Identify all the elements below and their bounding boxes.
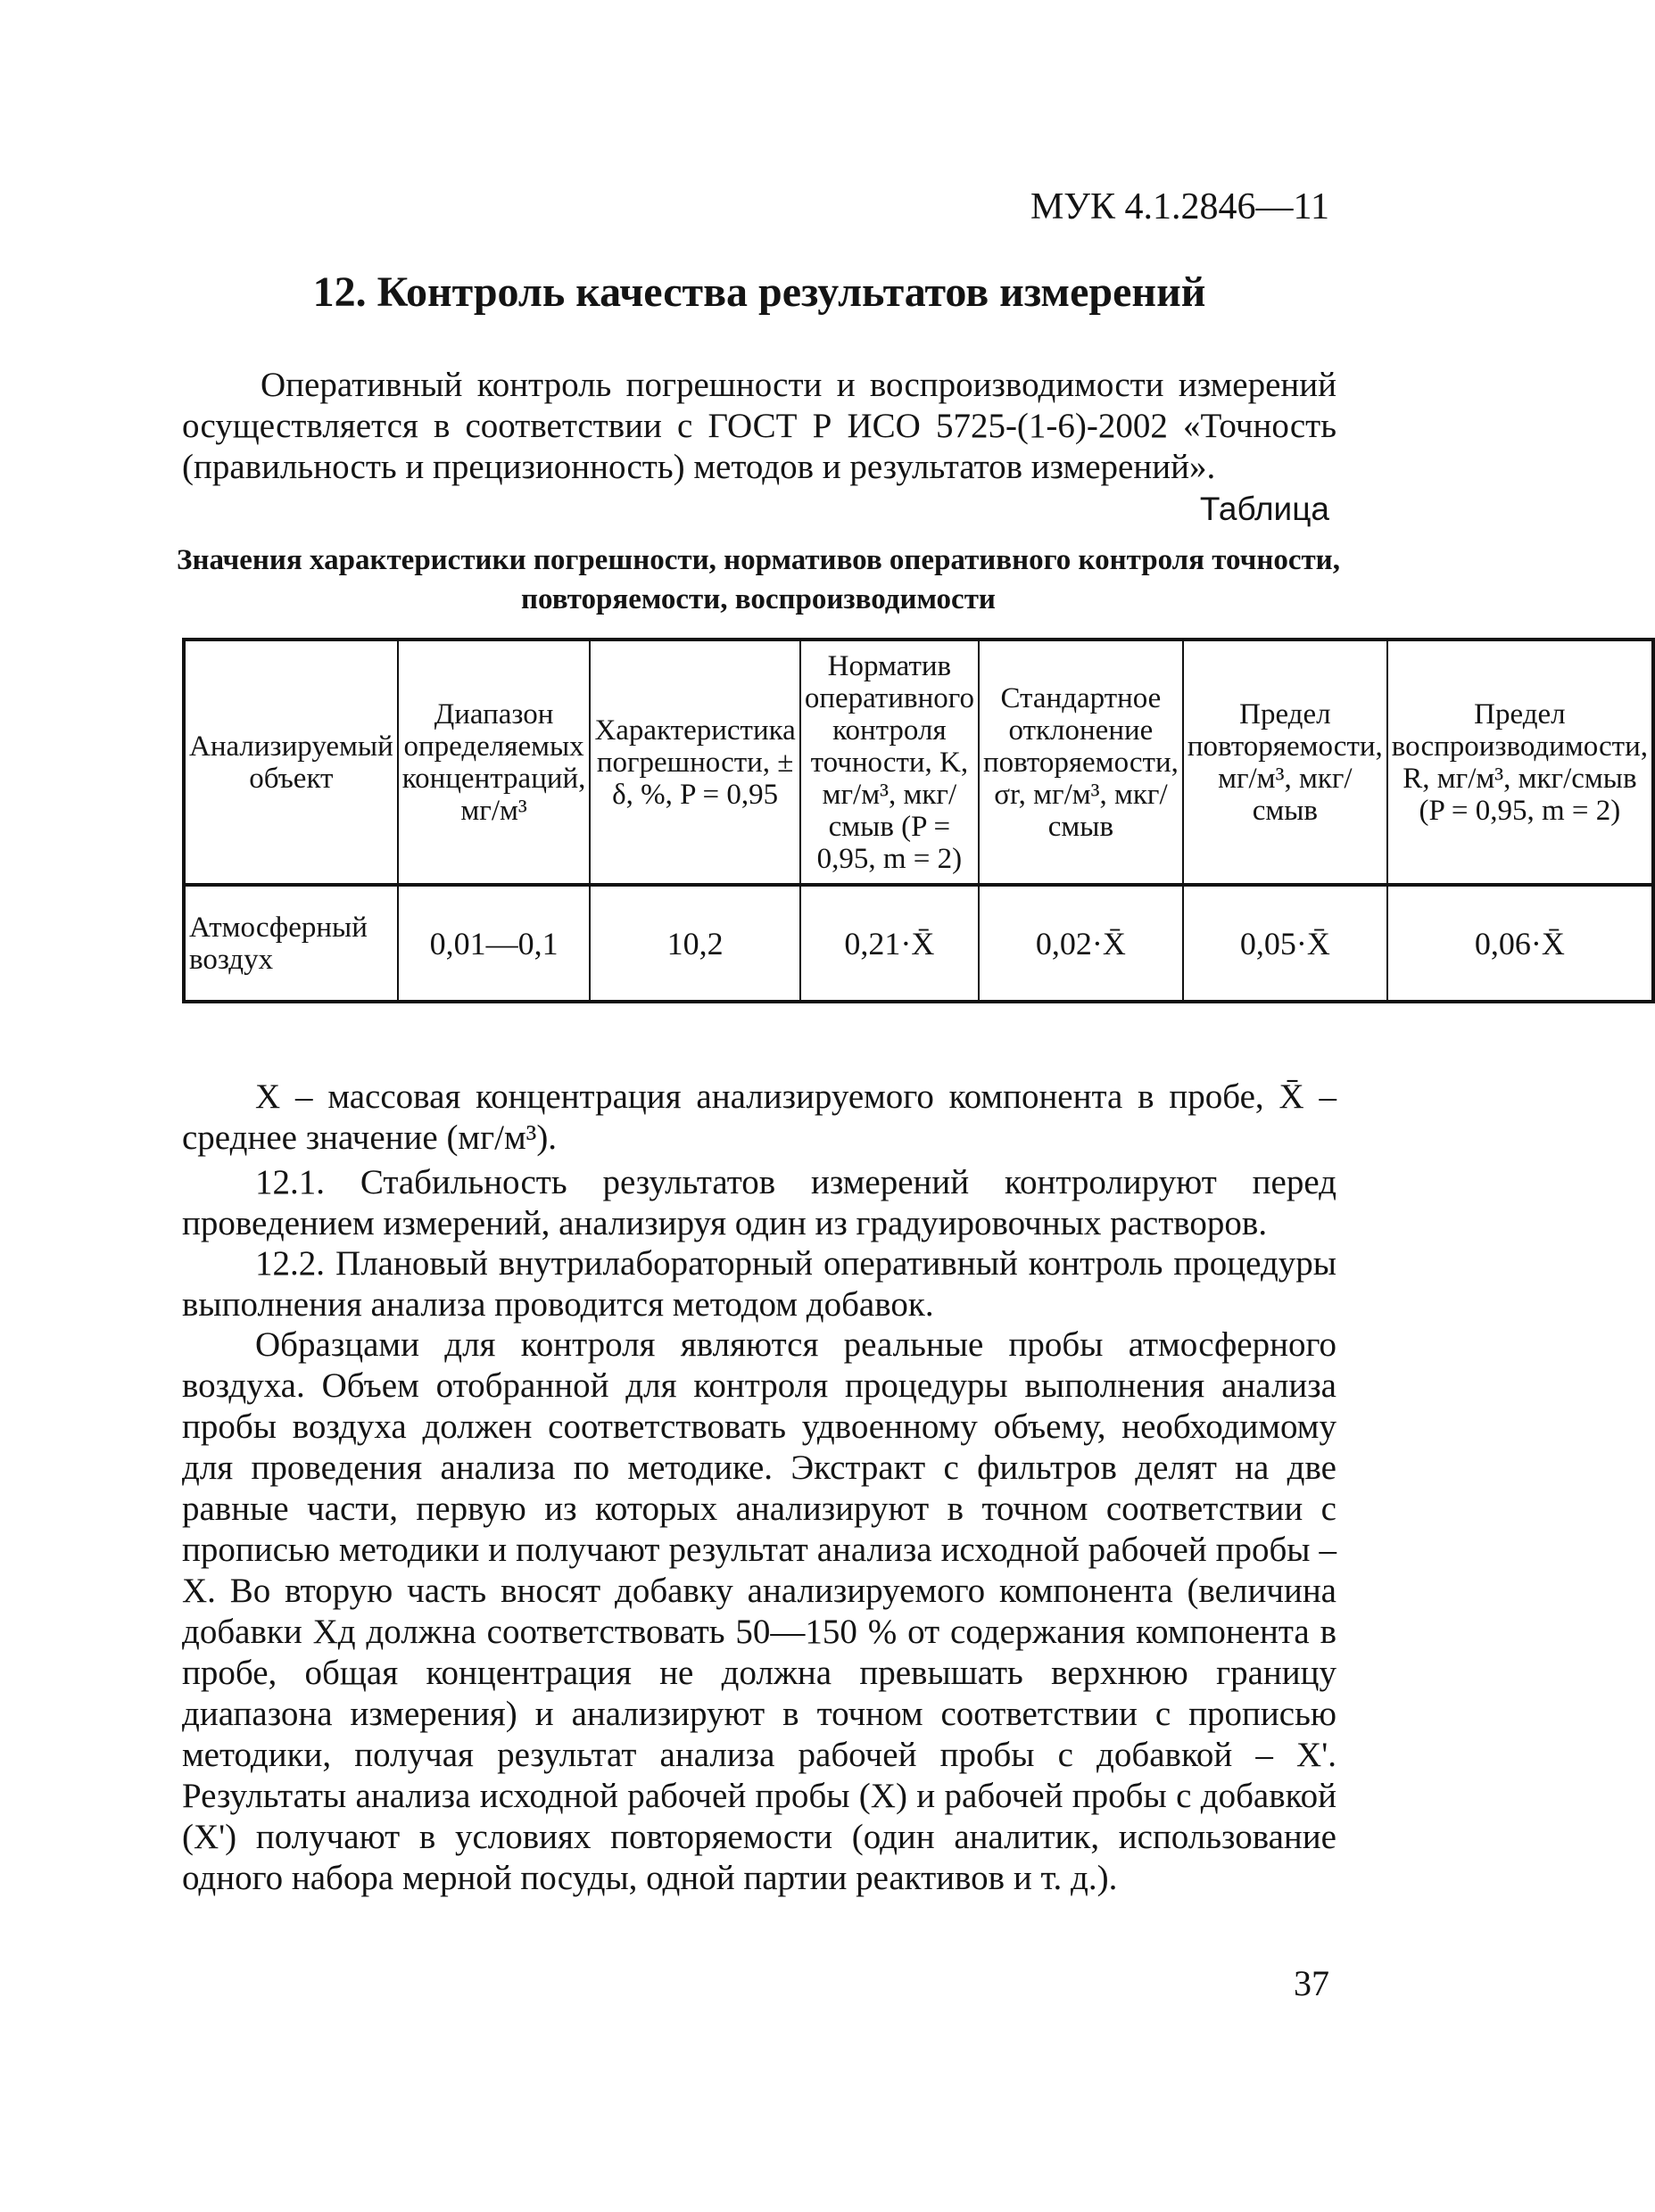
document-code: МУК 4.1.2846—11	[1030, 186, 1329, 227]
cell-reprod-limit: 0,06·X̄	[1387, 885, 1653, 1002]
cell-repeat-limit: 0,05·X̄	[1183, 885, 1387, 1002]
cell-k-norm: 0,21·X̄	[800, 885, 979, 1002]
cell-sigma: 0,02·X̄	[979, 885, 1183, 1002]
col-header-reprod-limit: Предел воспроизводимости, R, мг/м³, мкг/смыв (P = 0,95, m = 2)	[1387, 640, 1653, 885]
paragraph-12-2: 12.2. Плановый внутрилабораторный оперативный контроль процедуры выполнения анализа проводится методом добавок.	[182, 1244, 1336, 1324]
col-header-object: Анализируемый объект	[184, 640, 398, 885]
paragraph-method-of-additions: Образцами для контроля являются реальные пробы атмосферного воздуха. Объем отобранной для контроля процедуры выполнения анализа пробы воздуха должен соответствовать удвоенному объему, необходимому для проведения анализа по методике. Экстракт с фильтров делят на две равные части, первую из которых анализируют в точном соответствии с прописью методики и получают результат анализа исходной рабочей пробы – X. Во вторую часть вносят добавку анализируемого компонента (величина добавки Xд должна соответствовать 50—150 % от содержания компонента в пробе, общая концентрация не должна превышать верхнюю границу диапазона измерения) и анализируют в точном соответствии с прописью методики, получая результат анализа рабочей пробы с добавкой – X'. Результаты анализа исходной рабочей пробы (X) и рабочей пробы с добавкой (X') получают в условиях повторяемости (один аналитик, использование одного набора мерной посуды, одной партии реактивов и т. д.).	[182, 1325, 1336, 1897]
table-row	[184, 885, 1653, 1002]
col-header-error: Характеристика погрешности, ± δ, %, P = 0,95	[590, 640, 799, 885]
table-caption: Значения характеристики погрешности, нормативов оперативного контроля точности, повторяемости, воспроизводимости	[177, 544, 1340, 615]
col-header-repeat-limit: Предел повторяемости, мг/м³, мкг/смыв	[1183, 640, 1387, 885]
legend-paragraph: X – массовая концентрация анализируемого компонента в пробе, X̄ – среднее значение (мг/м³).	[182, 1077, 1336, 1157]
cell-object: Атмосферный воздух	[184, 885, 398, 1002]
col-header-k-norm: Норматив оперативного контроля точности, K, мг/м³, мкг/смыв (P = 0,95, m = 2)	[800, 640, 979, 885]
intro-paragraph: Оперативный контроль погрешности и воспроизводимости измерений осуществляется в соответствии с ГОСТ Р ИСО 5725-(1-6)-2002 «Точность (правильность и прецизионность) методов и результатов измерений».	[182, 366, 1336, 486]
table-header-row	[184, 640, 1653, 885]
col-header-sigma: Стандартное отклонение повторяемости, σr, мг/м³, мкг/смыв	[979, 640, 1183, 885]
cell-error: 10,2	[590, 885, 799, 1002]
paragraph-12-1: 12.1. Стабильность результатов измерений контролируют перед проведением измерений, анализируя один из градуировочных растворов.	[182, 1163, 1336, 1242]
table-label: Таблица	[1199, 491, 1329, 527]
page-number: 37	[1294, 1963, 1329, 2003]
section-title: 12. Контроль качества результатов измерений	[312, 268, 1206, 316]
cell-range: 0,01—0,1	[398, 885, 591, 1002]
quality-control-table	[182, 638, 1655, 1003]
col-header-range: Диапазон определяемых концентраций, мг/м³	[398, 640, 591, 885]
